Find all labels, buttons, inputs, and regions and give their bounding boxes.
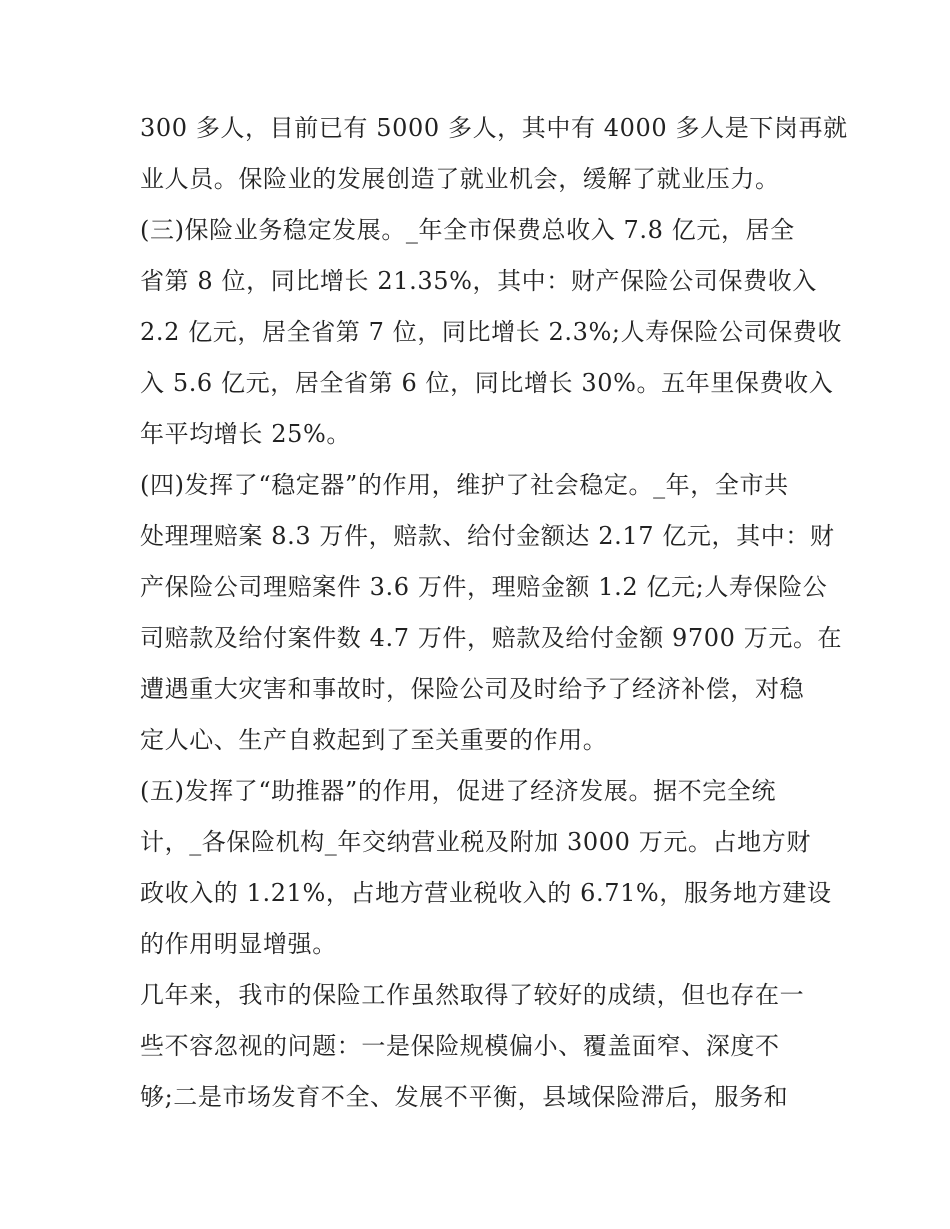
text-line: 300 多人，目前已有 5000 多人，其中有 4000 多人是下岗再就 (140, 114, 848, 142)
text-line: 定人心、生产自救起到了至关重要的作用。 (140, 726, 608, 754)
text-line: (五)发挥了“助推器”的作用，促进了经济发展。据不完全统 (140, 777, 777, 805)
text-line: 处理理赔案 8.3 万件，赔款、给付金额达 2.17 亿元，其中：财 (140, 522, 835, 550)
text-line: (三)保险业务稳定发展。_年全市保费总收入 7.8 亿元，居全 (140, 216, 795, 244)
text-line: 年平均增长 25%。 (140, 420, 351, 448)
text-line: 省第 8 位，同比增长 21.35%，其中：财产保险公司保费收入 (140, 267, 817, 295)
text-line: 2.2 亿元，居全省第 7 位，同比增长 2.3%;人寿保险公司保费收 (140, 318, 843, 346)
text-line: 几年来，我市的保险工作虽然取得了较好的成绩，但也存在一 (140, 981, 805, 1009)
text-line: 政收入的 1.21%，占地方营业税收入的 6.71%，服务地方建设 (140, 879, 832, 907)
text-line: 入 5.6 亿元，居全省第 6 位，同比增长 30%。五年里保费收入 (140, 369, 834, 397)
text-line: (四)发挥了“稳定器”的作用，维护了社会稳定。_年，全市共 (140, 471, 789, 499)
text-line: 司赔款及给付案件数 4.7 万件，赔款及给付金额 9700 万元。在 (140, 624, 843, 652)
text-line: 计，_各保险机构_年交纳营业税及附加 3000 万元。占地方财 (140, 828, 811, 856)
text-line: 的作用明显增强。 (140, 930, 337, 958)
body-text (140, 103, 848, 1123)
text-line: 够;二是市场发育不全、发展不平衡，县域保险滞后，服务和 (140, 1083, 789, 1111)
text-line: 产保险公司理赔案件 3.6 万件，理赔金额 1.2 亿元;人寿保险公 (140, 573, 828, 601)
text-line: 遭遇重大灾害和事故时，保险公司及时给予了经济补偿，对稳 (140, 675, 805, 703)
text-line: 些不容忽视的问题：一是保险规模偏小、覆盖面窄、深度不 (140, 1032, 780, 1060)
text-line: 业人员。保险业的发展创造了就业机会，缓解了就业压力。 (140, 165, 780, 193)
